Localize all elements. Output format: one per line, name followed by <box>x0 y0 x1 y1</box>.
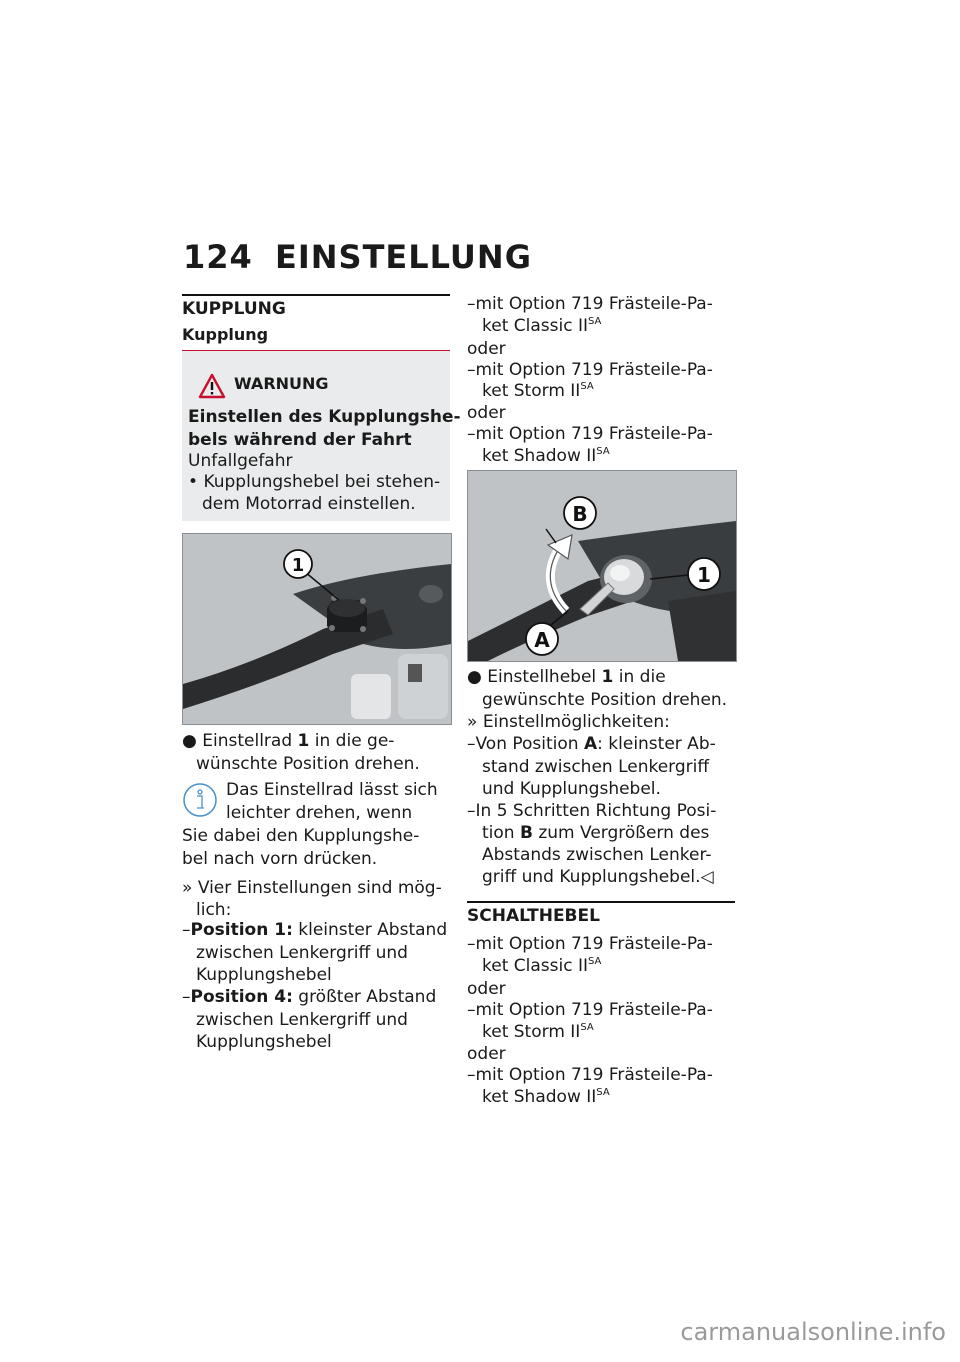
option-storm-2: –mit Option 719 Frästeile-Pa- <box>467 1000 713 1020</box>
section-rule-2 <box>467 901 735 903</box>
position-4-item: –Position 4: größter Abstand <box>182 987 437 1007</box>
oder-1: oder <box>467 339 506 359</box>
position-1-item: –Position 1: kleinster Abstand <box>182 920 448 940</box>
note-line-2: leichter drehen, wenn <box>226 803 413 823</box>
warning-icon <box>198 373 226 399</box>
option-storm-cont: ket Storm $II^{SA}$ <box>482 381 594 401</box>
warning-bullet-2: dem Motorrad einstellen. <box>202 494 416 514</box>
position-a-line-3: und Kupplungshebel. <box>482 779 661 799</box>
position-b-item: –In 5 Schritten Richtung Posi- <box>467 801 717 821</box>
step-instruction-cont: wünschte Position drehen. <box>196 754 420 774</box>
chapter-title: EINSTELLUNG <box>275 238 532 276</box>
page-number: 124 <box>183 238 253 276</box>
watermark: carmanualsonline.info <box>680 1318 946 1346</box>
end-mark-icon: ◁ <box>700 867 714 887</box>
oder-3: oder <box>467 979 506 999</box>
option-shadow-2: –mit Option 719 Frästeile-Pa- <box>467 1065 713 1085</box>
callout-1-right: 1 <box>697 563 711 587</box>
result-line-cont: lich: <box>196 900 232 920</box>
option-shadow: –mit Option 719 Frästeile-Pa- <box>467 424 713 444</box>
option-shadow-cont: ket Shadow $II^{SA}$ <box>482 446 610 466</box>
note-line-3: Sie dabei den Kupplungshe- <box>182 826 420 846</box>
oder-4: oder <box>467 1044 506 1064</box>
position-b-line-3: Abstands zwischen Lenker- <box>482 845 712 865</box>
callout-1: 1 <box>291 555 305 576</box>
warning-bullet-1: • Kupplungshebel bei stehen- <box>188 472 441 492</box>
section-title: KUPPLUNG <box>182 299 286 319</box>
option-storm: –mit Option 719 Frästeile-Pa- <box>467 360 713 380</box>
option-classic-cont: ket Classic $II^{SA}$ <box>482 316 602 336</box>
position-b-line-4: griff und Kupplungshebel.◁ <box>482 867 714 887</box>
section-rule <box>182 294 450 296</box>
figure-clutch-adjuster <box>182 533 452 725</box>
step-right: ● Einstellhebel 1 in die <box>467 667 666 687</box>
option-classic-2-cont: ket Classic $II^{SA}$ <box>482 956 602 976</box>
note-line-4: bel nach vorn drücken. <box>182 849 378 869</box>
warning-title-2: bels während der Fahrt <box>188 430 412 450</box>
option-classic: –mit Option 719 Frästeile-Pa- <box>467 294 713 314</box>
subsection-title: Kupplung <box>182 325 269 344</box>
lever-adjust-illustration <box>468 471 736 661</box>
position-a-line-2: stand zwischen Lenkergriff <box>482 757 710 777</box>
position-1-line-2: zwischen Lenkergriff und <box>196 943 408 963</box>
warning-title-1: Einstellen des Kupplungshe- <box>188 407 461 427</box>
option-classic-2: –mit Option 719 Frästeile-Pa- <box>467 934 713 954</box>
warning-box <box>182 351 461 521</box>
callout-a: A <box>534 628 550 652</box>
clutch-lever-illustration <box>183 534 451 724</box>
step-instruction: ● Einstellrad 1 in die ge- <box>182 731 395 751</box>
result-right: » Einstellmöglichkeiten: <box>467 712 670 732</box>
position-b-line-2: tion B zum Vergrößern des <box>482 823 710 843</box>
oder-2: oder <box>467 403 506 423</box>
position-4-line-2: zwischen Lenkergriff und <box>196 1010 408 1030</box>
warning-text: Unfallgefahr <box>188 451 293 471</box>
position-4-line-3: Kupplungshebel <box>196 1032 332 1052</box>
figure-lever-adjust <box>467 470 737 662</box>
position-1-line-3: Kupplungshebel <box>196 965 332 985</box>
option-shadow-2-cont: ket Shadow $II^{SA}$ <box>482 1087 610 1107</box>
callout-b: B <box>572 502 588 526</box>
result-line: » Vier Einstellungen sind mög- <box>182 878 442 898</box>
section-title-2: SCHALTHEBEL <box>467 906 600 926</box>
page-header <box>183 238 532 276</box>
position-a-item: –Von Position A: kleinster Ab- <box>467 734 716 754</box>
option-storm-2-cont: ket Storm $II^{SA}$ <box>482 1022 594 1042</box>
warning-label: WARNUNG <box>234 374 329 393</box>
info-icon <box>182 782 218 818</box>
note-line-1: Das Einstellrad lässt sich <box>226 780 438 800</box>
step-right-cont: gewünschte Position drehen. <box>482 690 728 710</box>
